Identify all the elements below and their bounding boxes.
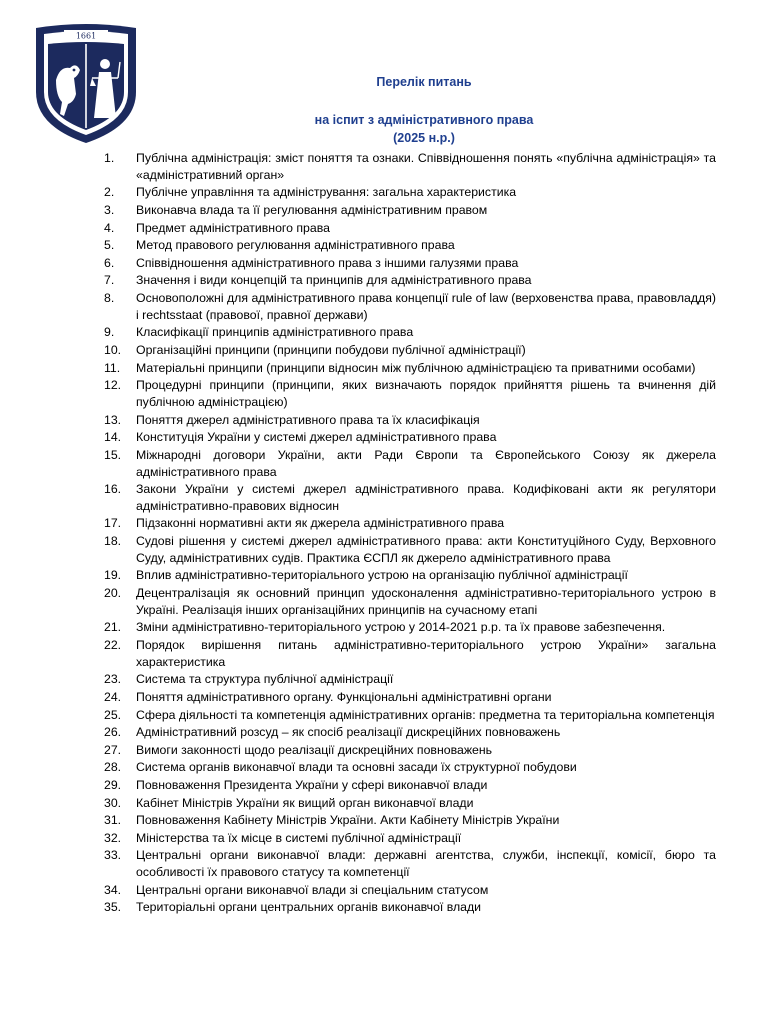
question-text: Предмет адміністративного права — [136, 220, 330, 235]
question-text: Центральні органи виконавчої влади: державні агентства, служби, інспекції, комісії, бюро та особливості їх правового статусу та компетенції — [136, 848, 716, 880]
question-number: 14. — [104, 430, 122, 445]
question-text: Порядок вирішення питань адміністративно-територіального устрою України» загальна характеристика — [136, 638, 716, 669]
question-item — [104, 447, 716, 481]
question-number: 10. — [104, 342, 122, 357]
question-number: 2. — [104, 185, 115, 200]
question-text: Система та структура публічної адміністрації — [136, 672, 394, 687]
question-number: 20. — [104, 586, 122, 601]
question-text: Публічне управління та адміністрування: загальна характеристика — [136, 185, 517, 200]
question-text: Закони України у системі джерел адміністративного права. Кодифіковані акти як регулятори адміністративно-правових відносин — [136, 482, 716, 513]
question-number: 22. — [104, 638, 122, 653]
question-text: Підзаконні нормативні акти як джерела адміністративного права — [136, 516, 505, 531]
question-text: Співвідношення адміністративного права з іншими галузями права — [136, 255, 519, 270]
question-item — [104, 689, 716, 706]
question-text: Поняття джерел адміністративного права та їх класифікація — [136, 412, 480, 427]
question-item — [104, 360, 716, 377]
question-text: Зміни адміністративно-територіального устрою у 2014-2021 р.р. та їх правове забезпечення. — [136, 620, 666, 635]
question-item — [104, 619, 716, 636]
question-item — [104, 150, 716, 184]
document-subtitle: на іспит з адміністративного права — [314, 113, 534, 127]
question-item — [104, 812, 716, 829]
question-number: 12. — [104, 378, 122, 393]
question-number: 16. — [104, 482, 122, 497]
question-item — [104, 637, 716, 671]
question-text: Система органів виконавчої влади та основні засади їх структурної побудови — [136, 760, 577, 775]
question-number: 11. — [104, 360, 121, 375]
question-text: Організаційні принципи (принципи побудови публічної адміністрації) — [136, 342, 526, 357]
question-item — [104, 412, 716, 429]
question-item — [104, 202, 716, 219]
question-number: 26. — [104, 725, 122, 740]
question-item — [104, 742, 716, 759]
question-number: 27. — [104, 742, 122, 757]
question-number: 21. — [104, 620, 122, 635]
question-item — [104, 847, 716, 881]
question-item — [104, 724, 716, 741]
question-text: Повноваження Кабінету Міністрів України. Акти Кабінету Міністрів України — [136, 813, 560, 828]
question-text: Вплив адміністративно-територіального устрою на організацію публічної адміністрації — [136, 568, 628, 583]
question-text: Судові рішення у системі джерел адміністративного права: акти Конституційного Суду, Верховного Суду, адміністративних судів. Практика ЄСПЛ як джерело адміністративного права — [136, 534, 716, 565]
document-year: (2025 н.р.) — [393, 131, 455, 145]
question-item — [104, 481, 716, 515]
question-item — [104, 777, 716, 794]
question-number: 30. — [104, 795, 122, 810]
question-number: 13. — [104, 412, 122, 427]
question-item — [104, 342, 716, 359]
question-item — [104, 759, 716, 776]
question-text: Міністерства та їх місце в системі публічної адміністрації — [136, 830, 462, 845]
question-number: 17. — [104, 516, 122, 531]
question-number: 1. — [104, 151, 115, 165]
question-number: 33. — [104, 848, 122, 863]
question-number: 35. — [104, 900, 122, 915]
document-title: Перелік питань — [376, 75, 472, 89]
question-item — [104, 585, 716, 619]
question-text: Вимоги законності щодо реалізації дискреційних повноважень — [136, 742, 493, 757]
question-item — [104, 237, 716, 254]
question-text: Значення і види концепцій та принципів для адміністративного права — [136, 273, 532, 288]
question-item — [104, 429, 716, 446]
question-number: 19. — [104, 568, 122, 583]
question-number: 6. — [104, 255, 115, 270]
question-number: 29. — [104, 778, 122, 792]
question-item — [104, 272, 716, 289]
question-number: 31. — [104, 813, 122, 828]
question-number: 4. — [104, 220, 115, 235]
question-number: 28. — [104, 760, 122, 775]
question-number: 18. — [104, 534, 122, 549]
question-text: Конституція України у системі джерел адміністративного права — [136, 430, 497, 445]
question-item — [104, 324, 716, 341]
question-number: 34. — [104, 882, 122, 897]
question-item — [104, 290, 716, 324]
question-list — [104, 150, 716, 917]
question-text: Адміністративний розсуд – як спосіб реалізації дискреційних повноважень — [136, 725, 561, 740]
question-text: Класифікації принципів адміністративного права — [136, 325, 414, 340]
question-number: 9. — [104, 325, 115, 340]
question-text: Процедурні принципи (принципи, яких визначають порядок прийняття рішень та вчинення дій публічною адміністрацією) — [136, 378, 716, 409]
question-item — [104, 567, 716, 584]
question-item — [104, 533, 716, 567]
question-text: Виконавча влада та її регулювання адміністративним правом — [136, 202, 488, 217]
question-text: Метод правового регулювання адміністративного права — [136, 238, 455, 253]
question-text: Міжнародні договори України, акти Ради Європи та Європейського Союзу як джерела адміністративного права — [136, 447, 716, 479]
question-text: Децентралізація як основний принцип удосконалення адміністративно-територіального устрою в Україні. Реалізація інших організаційних принципів на сучасному етапі — [136, 586, 716, 617]
question-number: 23. — [104, 672, 122, 687]
question-item — [104, 220, 716, 237]
question-text: Кабінет Міністрів України як вищий орган виконавчої влади — [136, 795, 474, 810]
question-text: Поняття адміністративного органу. Функціональні адміністративні органи — [136, 690, 552, 705]
question-item — [104, 671, 716, 688]
question-text: Матеріальні принципи (принципи відносин між публічною адміністрацією та приватними особами) — [136, 360, 696, 375]
question-text: Центральні органи виконавчої влади зі спеціальним статусом — [136, 882, 489, 897]
crest-year: 1661 — [75, 31, 97, 41]
question-text: Сфера діяльності та компетенція адміністративних органів: предметна та територіальна компетенція — [136, 707, 715, 722]
question-text: Повноваження Президента України у сфері виконавчої влади — [136, 778, 488, 792]
question-item — [104, 184, 716, 201]
question-number: 8. — [104, 290, 115, 305]
question-number: 5. — [104, 238, 115, 253]
question-number: 15. — [104, 447, 122, 462]
question-text: Основоположні для адміністративного права концепції rule of law (верховенства права, правовладдя) і rechtsstaat (правової, правної держави) — [136, 290, 716, 322]
question-number: 24. — [104, 690, 122, 705]
question-item — [104, 830, 716, 847]
question-item — [104, 707, 716, 724]
question-item — [104, 795, 716, 812]
question-item — [104, 899, 716, 916]
question-item — [104, 882, 716, 899]
question-item — [104, 515, 716, 532]
question-text: Територіальні органи центральних органів виконавчої влади — [136, 900, 482, 915]
question-item — [104, 255, 716, 272]
question-number: 32. — [104, 830, 122, 845]
question-number: 3. — [104, 202, 115, 217]
question-number: 7. — [104, 273, 115, 288]
question-item — [104, 377, 716, 411]
question-number: 25. — [104, 707, 122, 722]
question-text: Публічна адміністрація: зміст поняття та ознаки. Співвідношення понять «публічна адміністрація» та «адміністративний орган» — [136, 151, 716, 182]
